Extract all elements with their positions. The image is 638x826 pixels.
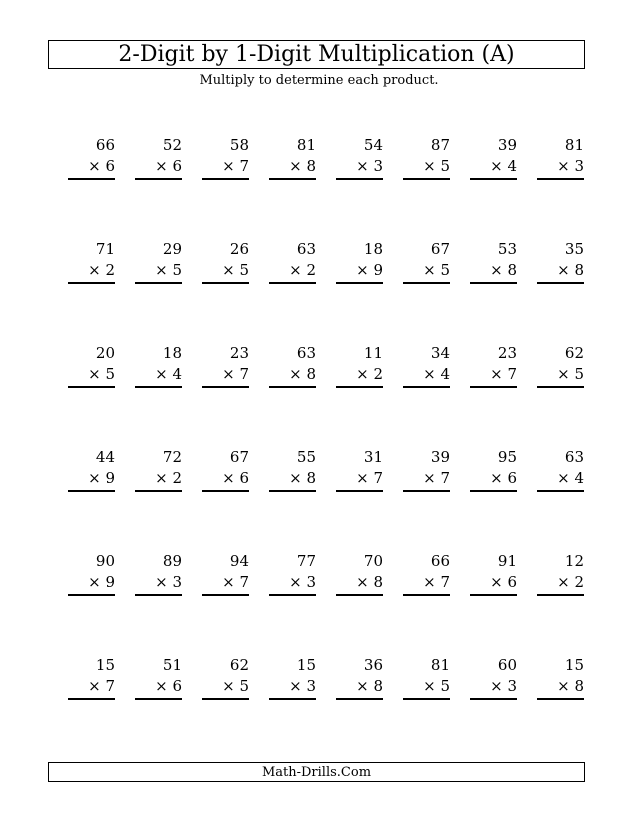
multiplicand: 94 [229, 552, 249, 570]
multiplier: × 5 [68, 364, 115, 388]
multiplicand: 20 [95, 344, 115, 362]
multiplier: × 2 [68, 260, 115, 284]
multiplier: × 3 [135, 572, 182, 596]
multiplicand: 18 [363, 240, 383, 258]
multiplier: × 9 [68, 468, 115, 492]
multiplicand: 34 [430, 344, 450, 362]
multiplicand: 54 [363, 136, 383, 154]
worksheet-title: 2-Digit by 1-Digit Multiplication (A) [118, 41, 515, 67]
multiplier: × 6 [135, 156, 182, 180]
multiplier: × 5 [403, 156, 450, 180]
multiplicand: 66 [430, 552, 450, 570]
multiplication-problem [68, 447, 115, 551]
multiplicand: 71 [95, 240, 115, 258]
multiplication-problem [135, 447, 182, 551]
multiplicand: 15 [564, 656, 584, 674]
multiplier: × 8 [269, 156, 316, 180]
worksheet-instructions: Multiply to determine each product. [199, 73, 439, 88]
multiplier: × 9 [68, 572, 115, 596]
multiplication-problem [135, 239, 182, 343]
multiplier: × 3 [470, 676, 517, 700]
multiplicand: 35 [564, 240, 584, 258]
multiplicand: 62 [229, 656, 249, 674]
footer-box [48, 762, 585, 782]
multiplication-problem [68, 551, 115, 655]
multiplication-problem [336, 239, 383, 343]
multiplier: × 8 [537, 676, 584, 700]
multiplier: × 2 [336, 364, 383, 388]
multiplier: × 6 [470, 572, 517, 596]
multiplicand: 95 [497, 448, 517, 466]
worksheet-title-box [48, 40, 585, 69]
multiplicand: 60 [497, 656, 517, 674]
multiplicand: 66 [95, 136, 115, 154]
multiplier: × 2 [537, 572, 584, 596]
multiplication-problem [336, 135, 383, 239]
multiplication-problem [135, 135, 182, 239]
multiplication-problem [403, 239, 450, 343]
multiplicand: 12 [564, 552, 584, 570]
multiplication-problem [336, 551, 383, 655]
multiplicand: 53 [497, 240, 517, 258]
multiplicand: 23 [497, 344, 517, 362]
multiplicand: 67 [229, 448, 249, 466]
problem-row [68, 135, 588, 239]
multiplication-problem [269, 447, 316, 551]
multiplier: × 7 [403, 468, 450, 492]
multiplication-problem [269, 655, 316, 759]
multiplier: × 7 [336, 468, 383, 492]
multiplier: × 2 [135, 468, 182, 492]
multiplication-problem [403, 655, 450, 759]
multiplication-problem [403, 447, 450, 551]
multiplication-problem [336, 447, 383, 551]
multiplication-problem [202, 447, 249, 551]
multiplicand: 63 [296, 344, 316, 362]
multiplicand: 29 [162, 240, 182, 258]
multiplier: × 4 [403, 364, 450, 388]
multiplication-problem [537, 551, 584, 655]
multiplication-problem [537, 655, 584, 759]
multiplicand: 51 [162, 656, 182, 674]
multiplication-problem [537, 447, 584, 551]
multiplication-problem [336, 655, 383, 759]
multiplier: × 8 [336, 572, 383, 596]
multiplier: × 8 [269, 468, 316, 492]
multiplicand: 15 [95, 656, 115, 674]
multiplicand: 72 [162, 448, 182, 466]
multiplier: × 4 [537, 468, 584, 492]
problem-row [68, 447, 588, 551]
multiplication-problem [537, 135, 584, 239]
multiplicand: 91 [497, 552, 517, 570]
multiplication-problem [470, 135, 517, 239]
multiplicand: 77 [296, 552, 316, 570]
multiplier: × 8 [537, 260, 584, 284]
multiplication-problem [135, 655, 182, 759]
multiplier: × 7 [470, 364, 517, 388]
multiplier: × 5 [403, 260, 450, 284]
multiplicand: 26 [229, 240, 249, 258]
problem-row [68, 239, 588, 343]
problem-row [68, 343, 588, 447]
footer-text: Math-Drills.Com [261, 764, 372, 780]
multiplier: × 4 [470, 156, 517, 180]
multiplier: × 6 [202, 468, 249, 492]
multiplication-problem [470, 239, 517, 343]
multiplication-problem [269, 551, 316, 655]
multiplicand: 15 [296, 656, 316, 674]
multiplier: × 8 [470, 260, 517, 284]
multiplication-problem [135, 343, 182, 447]
multiplication-problem [537, 239, 584, 343]
multiplication-problem [470, 343, 517, 447]
multiplier: × 5 [202, 260, 249, 284]
multiplication-problem [68, 135, 115, 239]
multiplier: × 2 [269, 260, 316, 284]
multiplier: × 3 [269, 676, 316, 700]
multiplicand: 90 [95, 552, 115, 570]
multiplier: × 7 [202, 364, 249, 388]
multiplication-problem [470, 447, 517, 551]
multiplicand: 39 [497, 136, 517, 154]
multiplication-problem [336, 343, 383, 447]
multiplier: × 3 [336, 156, 383, 180]
multiplicand: 63 [296, 240, 316, 258]
multiplication-problem [202, 135, 249, 239]
multiplier: × 3 [537, 156, 584, 180]
multiplicand: 39 [430, 448, 450, 466]
multiplicand: 55 [296, 448, 316, 466]
multiplication-problem [135, 551, 182, 655]
multiplication-problem [269, 239, 316, 343]
multiplication-problem [470, 655, 517, 759]
multiplicand: 58 [229, 136, 249, 154]
problem-grid [68, 135, 588, 759]
multiplication-problem [537, 343, 584, 447]
multiplier: × 3 [269, 572, 316, 596]
multiplication-problem [68, 655, 115, 759]
multiplier: × 6 [470, 468, 517, 492]
multiplicand: 23 [229, 344, 249, 362]
multiplier: × 7 [202, 156, 249, 180]
multiplier: × 5 [537, 364, 584, 388]
multiplication-problem [403, 551, 450, 655]
multiplication-problem [202, 239, 249, 343]
multiplicand: 18 [162, 344, 182, 362]
multiplication-problem [202, 551, 249, 655]
problem-row [68, 655, 588, 759]
problem-row [68, 551, 588, 655]
multiplication-problem [403, 343, 450, 447]
multiplication-problem [470, 551, 517, 655]
multiplicand: 81 [296, 136, 316, 154]
multiplicand: 31 [363, 448, 383, 466]
multiplicand: 89 [162, 552, 182, 570]
multiplication-problem [68, 343, 115, 447]
multiplicand: 44 [95, 448, 115, 466]
multiplier: × 4 [135, 364, 182, 388]
multiplier: × 5 [135, 260, 182, 284]
multiplier: × 6 [68, 156, 115, 180]
multiplicand: 62 [564, 344, 584, 362]
multiplier: × 6 [135, 676, 182, 700]
multiplier: × 5 [202, 676, 249, 700]
multiplication-problem [269, 135, 316, 239]
multiplier: × 5 [403, 676, 450, 700]
multiplier: × 7 [68, 676, 115, 700]
multiplicand: 11 [363, 344, 383, 362]
multiplier: × 7 [403, 572, 450, 596]
multiplicand: 81 [430, 656, 450, 674]
multiplicand: 63 [564, 448, 584, 466]
multiplier: × 8 [336, 676, 383, 700]
multiplicand: 70 [363, 552, 383, 570]
multiplication-problem [403, 135, 450, 239]
multiplicand: 36 [363, 656, 383, 674]
multiplication-problem [202, 655, 249, 759]
multiplicand: 52 [162, 136, 182, 154]
multiplication-problem [202, 343, 249, 447]
multiplier: × 7 [202, 572, 249, 596]
multiplicand: 81 [564, 136, 584, 154]
multiplication-problem [68, 239, 115, 343]
multiplier: × 9 [336, 260, 383, 284]
multiplication-problem [269, 343, 316, 447]
multiplicand: 67 [430, 240, 450, 258]
multiplicand: 87 [430, 136, 450, 154]
multiplier: × 8 [269, 364, 316, 388]
